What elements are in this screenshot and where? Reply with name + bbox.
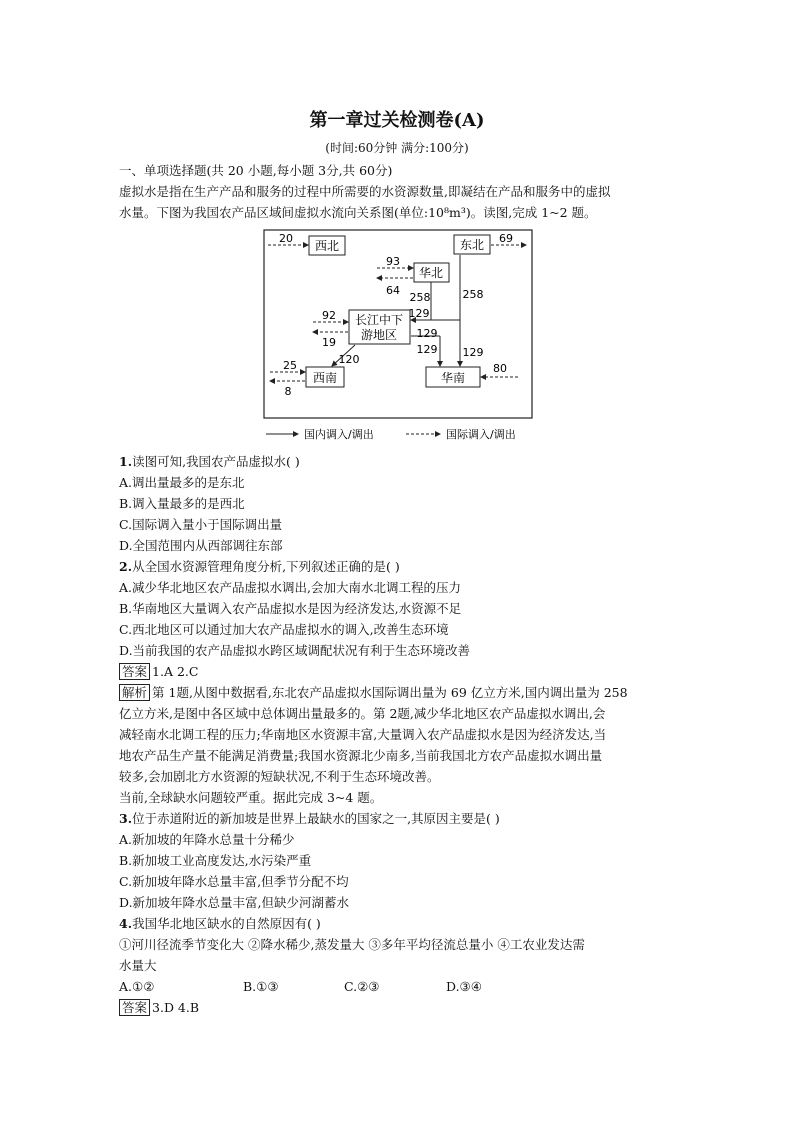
changjiang-import-value: 92 — [322, 309, 336, 322]
dongbei-label: 东北 — [459, 238, 485, 252]
dongbei-to-huanan-value: 258 — [462, 288, 484, 301]
xinan-export-value: 8 — [284, 385, 292, 398]
option-1a: A.调出量最多的是东北 — [119, 475, 245, 490]
analysis-line: 较多,会加剧北方水资源的短缺状况,不利于生态环境改善。 — [119, 769, 440, 784]
option-2b: B.华南地区大量调入农产品虚拟水是因为经济发达,水资源不足 — [119, 601, 462, 616]
question-number: 4. — [119, 916, 133, 931]
intro-line: 水量。下图为我国农产品区域间虚拟水流向关系图(单位:10⁸m³)。读图,完成 1~2 题。 — [119, 205, 597, 220]
analysis-line: 亿立方米,是图中各区域中总体调出量最多的。第 2题,减少华北地区农产品虚拟水调出,会 — [119, 706, 606, 721]
question-2-stem — [119, 556, 400, 577]
question-text: 从全国水资源管理角度分析,下列叙述正确的是( ) — [132, 559, 400, 574]
option-2d: D.当前我国的农产品虚拟水跨区域调配状况有利于生态环境改善 — [119, 643, 471, 658]
xibei-label: 西北 — [314, 239, 340, 253]
huanan-import-value: 80 — [493, 362, 507, 375]
changjiang-label-2: 游地区 — [360, 328, 398, 342]
question-number: 1. — [119, 454, 133, 469]
answer-tag: 答案 — [119, 663, 150, 680]
option-4b: B.①③ — [243, 979, 279, 994]
analysis-tag: 解析 — [119, 684, 150, 701]
answer-3-4 — [119, 997, 199, 1018]
answer-text: 1.A 2.C — [152, 664, 199, 679]
option-1c: C.国际调入量小于国际调出量 — [119, 517, 283, 532]
option-4d: D.③④ — [446, 979, 482, 994]
changjiang-to-xinan-value: 120 — [338, 353, 360, 366]
virtual-water-flow-diagram — [260, 228, 536, 446]
question-4-stem — [119, 913, 321, 934]
changjiang-label-1: 长江中下 — [354, 313, 404, 327]
exam-info: (时间:60分钟 满分:100分) — [325, 141, 469, 155]
analysis-line: 减轻南水北调工程的压力;华南地区水资源丰富,大量调入农产品虚拟水是因为经济发达,当 — [119, 727, 607, 742]
huabei-export-value: 64 — [386, 284, 400, 297]
question-text: 位于赤道附近的新加坡是世界上最缺水的国家之一,其原因主要是( ) — [132, 811, 500, 826]
dongbei-to-changjiang-value: 129 — [408, 307, 430, 320]
page-title: 第一章过关检测卷(A) — [309, 110, 485, 131]
answer-text: 3.D 4.B — [152, 1000, 200, 1015]
option-3a: A.新加坡的年降水总量十分稀少 — [119, 832, 295, 847]
huabei-import-value: 93 — [386, 255, 400, 268]
question-3-stem — [119, 808, 500, 829]
dongbei-export-value: 69 — [499, 232, 513, 245]
analysis-text: 第 1题,从图中数据看,东北农产品虚拟水国际调出量为 69 亿立方米,国内调出量为 258 — [152, 685, 628, 700]
option-2c: C.西北地区可以通过加大农产品虚拟水的调入,改善生态环境 — [119, 622, 449, 637]
changjiang-export-value: 19 — [322, 336, 336, 349]
analysis-line: 地农产品生产量不能满足消费量;我国水资源北少南多,当前我国北方农产品虚拟水调出量 — [119, 748, 603, 763]
option-1d: D.全国范围内从西部调往东部 — [119, 538, 283, 553]
xinan-import-value: 25 — [283, 359, 297, 372]
question-number: 3. — [119, 811, 133, 826]
option-4a: A.①② — [119, 979, 155, 994]
changjiang-to-huanan-value-b: 129 — [416, 343, 438, 356]
option-3d: D.新加坡年降水总量丰富,但缺少河湖蓄水 — [119, 895, 350, 910]
option-2a: A.减少华北地区农产品虚拟水调出,会加大南水北调工程的压力 — [119, 580, 461, 595]
answer-1-2 — [119, 661, 198, 682]
intro-line: 虚拟水是指在生产产品和服务的过程中所需要的水资源数量,即凝结在产品和服务中的虚拟 — [119, 184, 611, 199]
question-1-stem — [119, 451, 300, 472]
section-heading: 一、单项选择题(共 20 小题,每小题 3分,共 60分) — [119, 163, 393, 178]
intro-3-4: 当前,全球缺水问题较严重。据此完成 3~4 题。 — [119, 790, 383, 805]
xibei-import-value: 20 — [279, 232, 293, 245]
dongbei-to-huanan-2-value: 129 — [462, 346, 484, 359]
option-1b: B.调入量最多的是西北 — [119, 496, 245, 511]
option-3b: B.新加坡工业高度发达,水污染严重 — [119, 853, 312, 868]
option-4c: C.②③ — [344, 979, 380, 994]
question-4-items-cont: 水量大 — [119, 958, 157, 973]
question-4-items: ①河川径流季节变化大 ②降水稀少,蒸发量大 ③多年平均径流总量小 ④工农业发达需 — [119, 937, 585, 952]
changjiang-to-huanan-value-a: 129 — [416, 327, 438, 340]
huanan-label: 华南 — [440, 371, 466, 385]
huabei-label: 华北 — [418, 266, 444, 280]
question-text: 读图可知,我国农产品虚拟水( ) — [132, 454, 300, 469]
answer-tag: 答案 — [119, 999, 150, 1016]
option-3c: C.新加坡年降水总量丰富,但季节分配不均 — [119, 874, 349, 889]
question-number: 2. — [119, 559, 133, 574]
huabei-to-changjiang-value: 258 — [409, 291, 431, 304]
analysis-line — [119, 682, 628, 703]
xinan-label: 西南 — [312, 371, 338, 385]
legend-international-label: 国际调入/调出 — [446, 428, 516, 441]
legend-domestic-label: 国内调入/调出 — [304, 428, 374, 441]
question-text: 我国华北地区缺水的自然原因有( ) — [132, 916, 321, 931]
